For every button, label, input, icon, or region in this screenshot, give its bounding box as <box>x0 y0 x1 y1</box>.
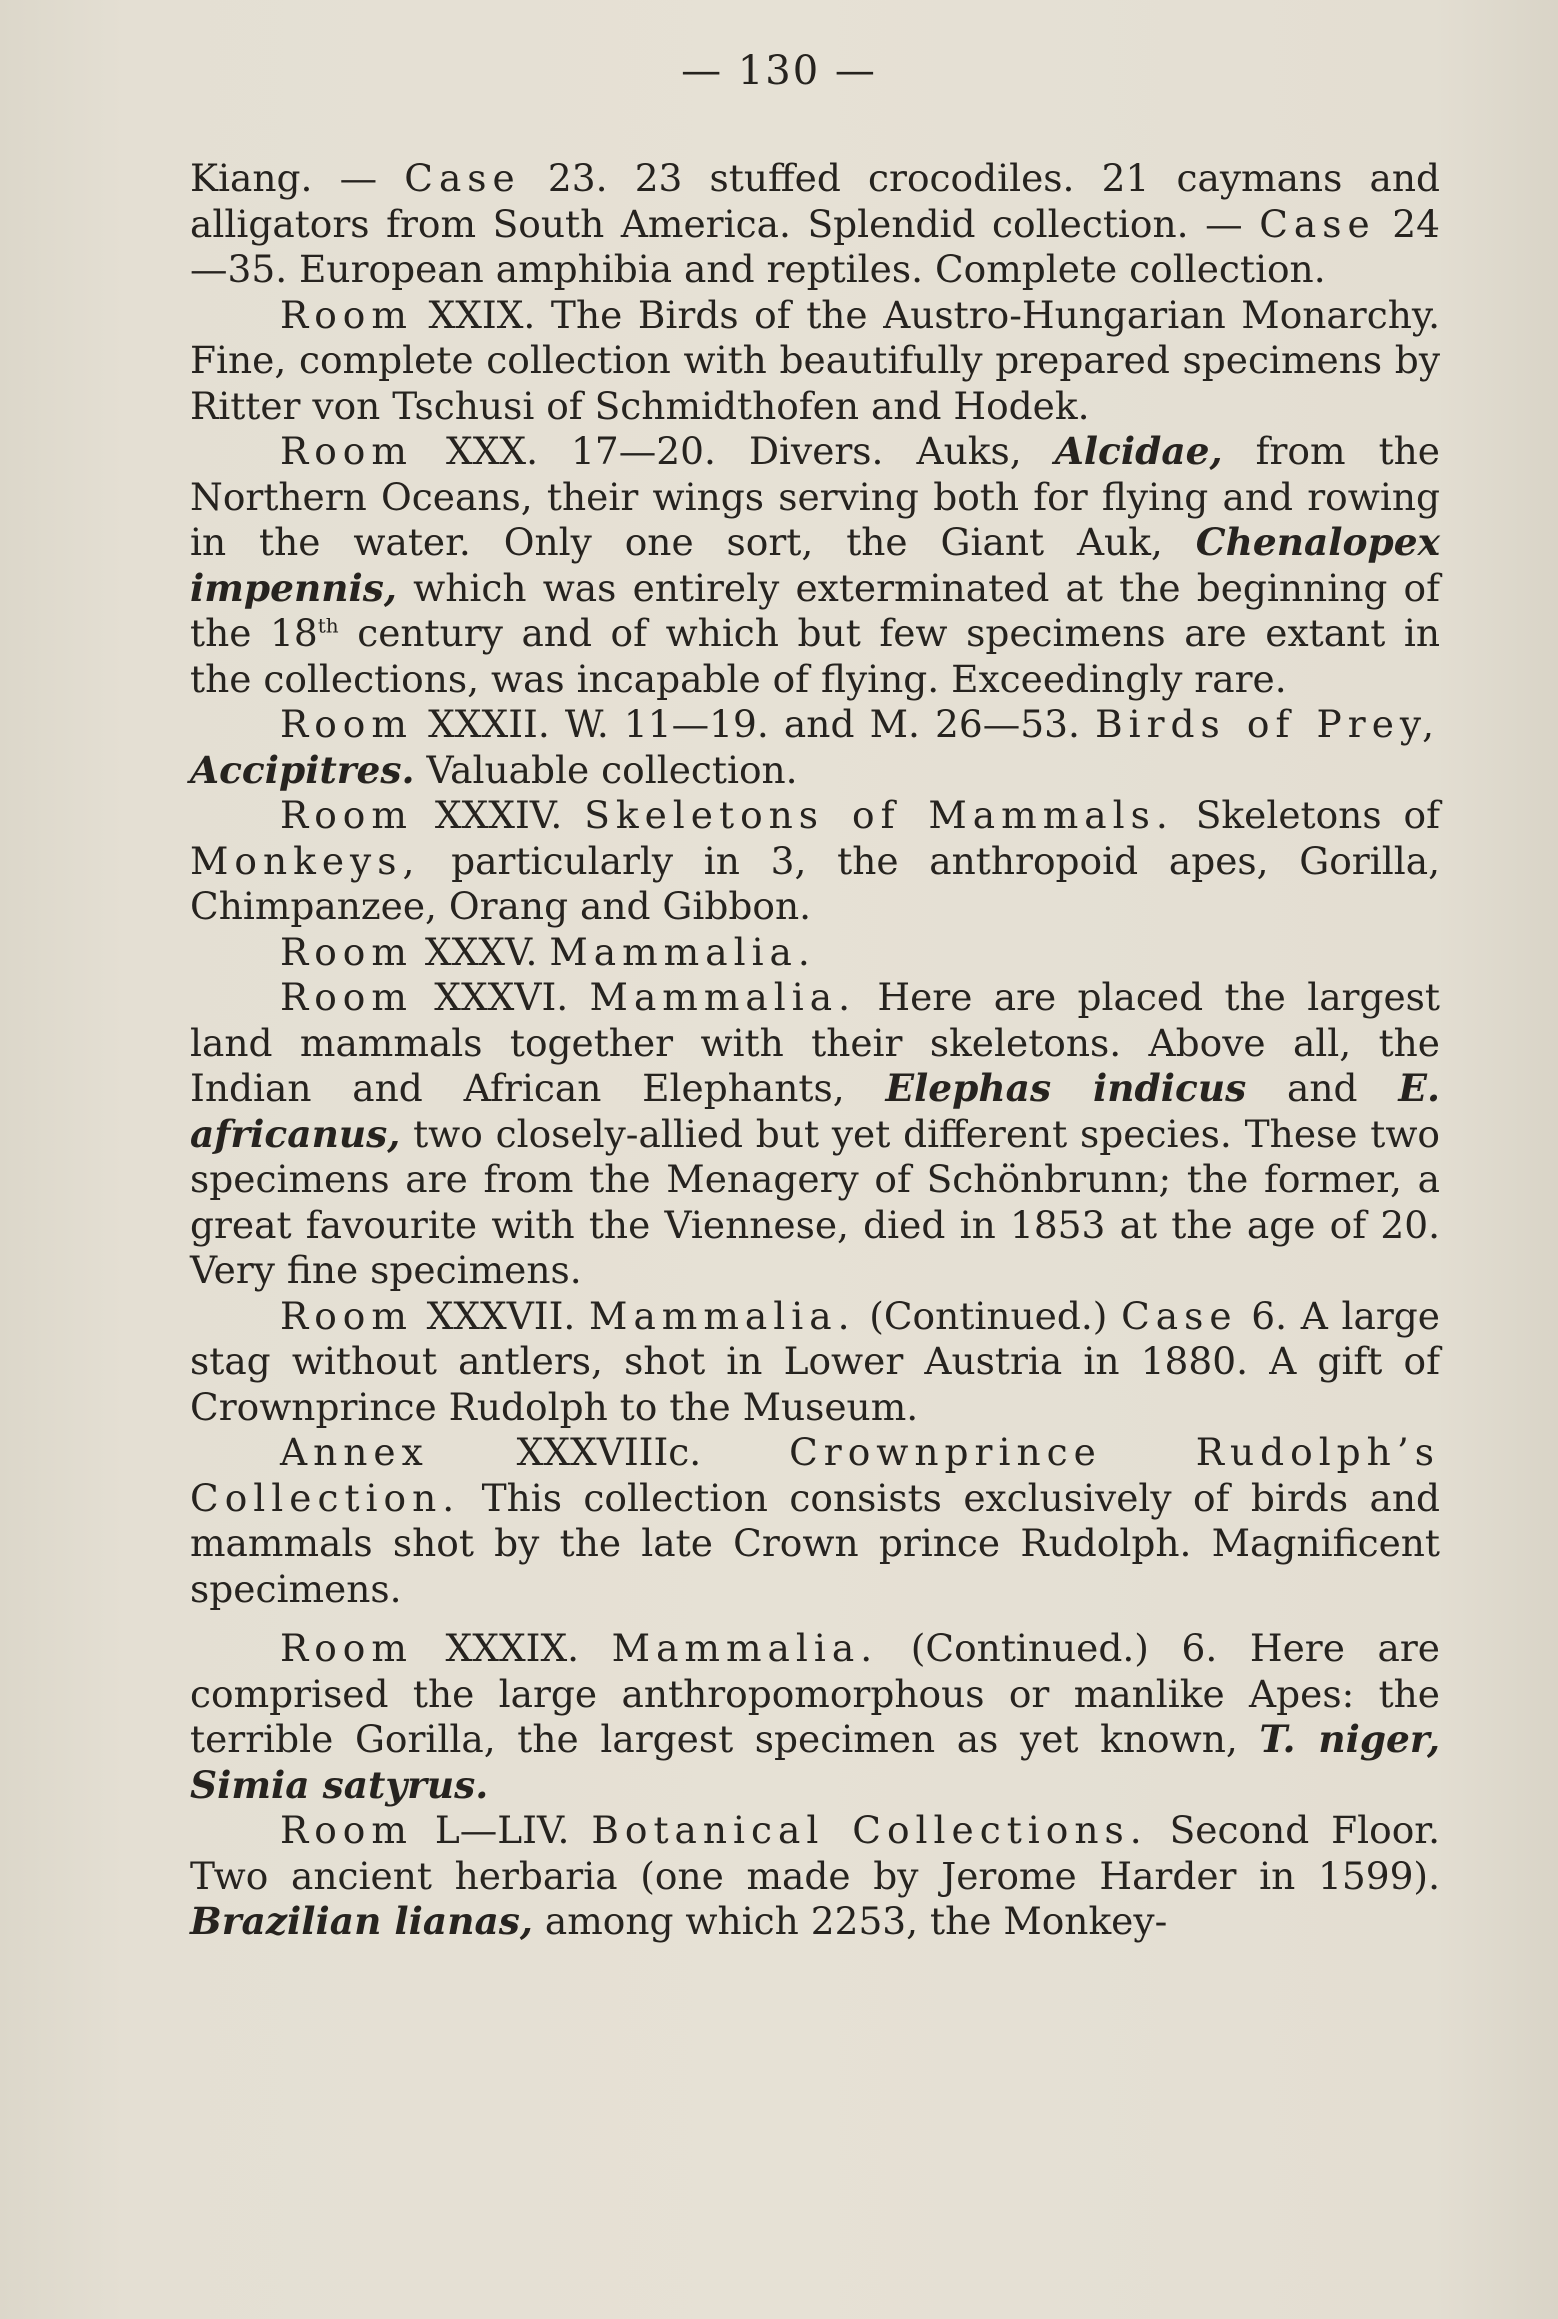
paragraph <box>190 793 1440 930</box>
paragraph <box>190 930 1440 976</box>
text-run: (Continued.) 6. Here are comprised the large anthropomorphous or manlike Apes: the terrible Gorilla, the largest specimen as yet known, <box>190 1626 1440 1761</box>
spaced-heading: Case <box>404 156 521 200</box>
spaced-heading: Mammalia. <box>611 1626 879 1670</box>
italic-term: Elephas indicus <box>885 1066 1247 1110</box>
spaced-heading: Room <box>280 1626 413 1670</box>
spaced-heading: Birds of Prey, <box>1095 702 1441 746</box>
text-run: 6. A large stag without antlers, shot in Lower Austria in 1880. A gift of Crownprince Rudolph to the Museum. <box>190 1293 1440 1429</box>
text-run: XXXII. W. 11—19. and M. 26—53. <box>412 702 1096 746</box>
text-run: (Continued.) <box>855 1293 1122 1338</box>
text-run: XXIX. The Birds of the Austro-Hungarian Monarchy. Fine, complete collection with beautifully prepared specimens by Ritter von Tschusi of Schmidthofen and Hodek. <box>190 292 1440 428</box>
text-run: XXXV. <box>412 929 550 974</box>
text-run: century and of which but few specimens are extant in the collections, was incapable of flying. Exceedingly rare. <box>190 611 1440 701</box>
text-run: Here are placed the largest land mammals together with their skeletons. Above all, the Indian and African Elephants, <box>190 975 1440 1110</box>
text-run: XXXIV. <box>412 793 585 837</box>
paragraph <box>190 702 1440 793</box>
italic-term: Chenalopex impennis, <box>190 520 1440 610</box>
paragraph <box>190 1626 1440 1808</box>
spaced-heading: Mammalia. <box>549 929 816 974</box>
paragraph <box>190 1294 1440 1431</box>
spaced-heading: Room <box>280 702 413 746</box>
italic-term: T. niger, Simia satyrus. <box>190 1717 1441 1807</box>
text-run: Kiang. — <box>190 156 405 200</box>
text-run: from the Northern Oceans, their wings serving both for flying and rowing in the water. Only one sort, the Giant Auk, <box>190 429 1440 564</box>
body-text <box>190 156 1440 1945</box>
italic-term: Alcidae, <box>1054 429 1223 473</box>
paragraph <box>190 975 1440 1294</box>
text-run: XXXIX. <box>412 1626 612 1670</box>
spaced-heading: Mammalia. <box>589 975 857 1019</box>
paragraph <box>190 429 1440 702</box>
text-run: XXXVII. <box>412 1293 590 1338</box>
paragraph <box>190 1430 1440 1612</box>
italic-term: Brazilian lianas, <box>190 1899 533 1943</box>
text-run: among which 2253, the Monkey- <box>532 1899 1168 1943</box>
paragraph <box>190 1808 1440 1945</box>
text-run: XXXVI. <box>412 975 590 1019</box>
text-run: This collection consists exclusively of birds and mammals shot by the late Crown prince Rudolph. Magnificent specimens. <box>190 1475 1440 1611</box>
spaced-heading: Room <box>280 1293 413 1338</box>
spaced-heading: Room <box>280 929 413 974</box>
text-run: particularly in 3, the anthropoid apes, Gorilla, Chimpanzee, Orang and Gibbon. <box>190 838 1440 928</box>
text-run: and <box>1246 1066 1399 1110</box>
text-run: 24—35. European amphibia and reptiles. Complete collection. <box>190 201 1440 291</box>
text-run: XXX. 17—20. Divers. Auks, <box>412 429 1055 473</box>
spaced-heading: Case <box>1259 201 1376 246</box>
spaced-heading: Botanical Collections. <box>591 1808 1148 1852</box>
text-run: 23. 23 stuffed crocodiles. 21 caymans and alligators from South America. Splendid collection. — <box>190 156 1440 246</box>
text-run: XXXVIIIc. <box>428 1430 790 1474</box>
spaced-heading: Case <box>1121 1293 1238 1338</box>
spaced-heading: Mammalia. <box>589 1293 856 1338</box>
text-run: Skeletons of <box>1173 793 1440 837</box>
superscript: th <box>317 613 339 638</box>
text-run: which was entirely exterminated at the beginning of the 18 <box>190 565 1440 655</box>
spaced-heading: Room <box>280 793 413 837</box>
paragraph <box>190 156 1440 293</box>
paragraph <box>190 293 1440 430</box>
spaced-heading: Room <box>280 292 413 337</box>
spaced-heading: Room <box>280 1808 413 1852</box>
text-run: L—LIV. <box>412 1808 592 1852</box>
spaced-heading: Skeletons of Mammals. <box>584 793 1174 837</box>
italic-term: E. africanus, <box>190 1066 1441 1156</box>
spaced-heading: Room <box>280 429 413 473</box>
text-run: Second Floor. Two ancient herbaria (one made by Jerome Harder in 1599). <box>190 1808 1441 1898</box>
spaced-heading: Room <box>280 975 413 1019</box>
spaced-heading: Annex <box>280 1430 429 1474</box>
page-number: — 130 — <box>681 48 877 94</box>
text-run: Valuable collection. <box>414 747 798 792</box>
spaced-heading: Monkeys, <box>190 838 421 883</box>
italic-term: Accipitres. <box>190 747 415 792</box>
spaced-heading: Crownprince Rudolph’s Collection. <box>190 1430 1441 1520</box>
text-run: two closely-allied but yet different species. These two specimens are from the Menagery of Schönbrunn; the former, a great favourite with the Viennese, died in 1853 at the age of 20. Very fine specimens. <box>190 1111 1440 1292</box>
